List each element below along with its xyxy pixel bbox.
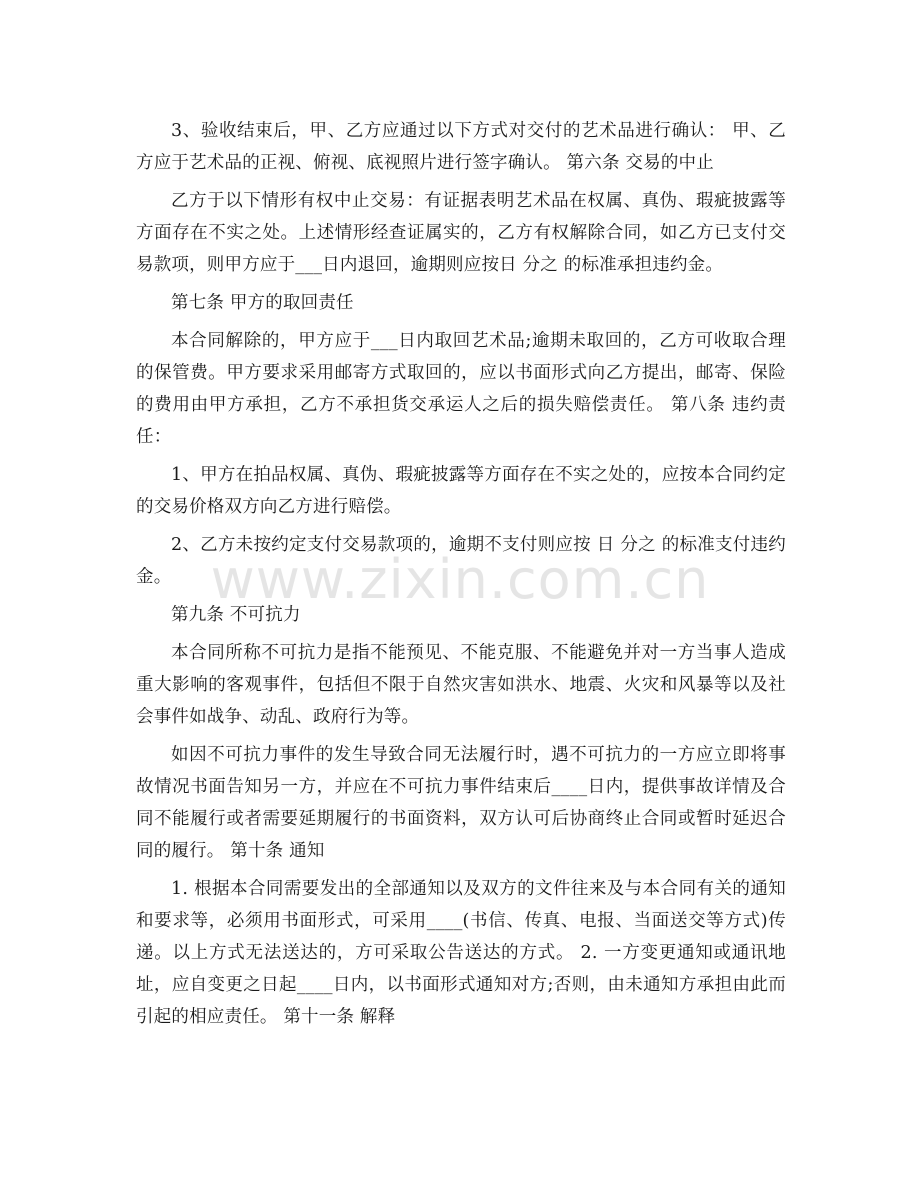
paragraph-notification: 1. 根据本合同需要发出的全部通知以及双方的文件往来及与本合同有关的通知和要求等，必须用书面形式，可采用____(书信、传真、电报、当面送交等方式)传递。以上方式无法送达的，方可采取公告送达的方式。 2. 一方变更通知或通讯地址，应自变更之日起____日内，以书面形式通知对方;否则，由未通知方承担由此而引起的相应责任。 第十一条 解释 [136,879,786,1027]
document-body [136,115,786,1039]
heading-article-7: 第七条 甲方的取回责任 [171,293,354,313]
paragraph-force-majeure-procedure: 如因不可抗力事件的发生导致合同无法履行时，遇不可抗力的一方应立即将事故情况书面告知另一方，并应在不可抗力事件结束后____日内，提供事故详情及合同不能履行或者需要延期履行的书面资料，双方认可后协商终止合同或暂时延迟合同的履行。 第十条 通知 [136,745,786,861]
paragraph-acceptance-confirmation: 3、验收结束后，甲、乙方应通过以下方式对交付的艺术品进行确认： 甲、乙方应于艺术品的正视、俯视、底视照片进行签字确认。 第六条 交易的中止 [136,121,786,173]
paragraph-suspension-conditions: 乙方于以下情形有权中止交易：有证据表明艺术品在权属、真伪、瑕疵披露等方面存在不实之处。上述情形经查证属实的，乙方有权解除合同，如乙方已支付交易款项，则甲方应于___日内退回，逾期则应按日 分之 的标准承担违约金。 [136,191,786,275]
paragraph-breach-party-a: 1、甲方在拍品权属、真伪、瑕疵披露等方面存在不实之处的，应按本合同约定的交易价格双方向乙方进行赔偿。 [136,465,786,517]
paragraph-breach-party-b: 2、乙方未按约定支付交易款项的，逾期不支付则应按 日 分之 的标准支付违约金。 [136,535,786,587]
paragraph-force-majeure-definition: 本合同所称不可抗力是指不能预见、不能克服、不能避免并对一方当事人造成重大影响的客观事件，包括但不限于自然灾害如洪水、地震、火灾和风暴等以及社会事件如战争、动乱、政府行为等。 [136,643,786,727]
heading-article-9: 第九条 不可抗力 [171,605,301,625]
paragraph-retrieval-duty: 本合同解除的，甲方应于___日内取回艺术品;逾期未取回的，乙方可收取合理的保管费。甲方要求采用邮寄方式取回的，应以书面形式向乙方提出，邮寄、保险的费用由甲方承担，乙方不承担货交承运人之后的损失赔偿责任。 第八条 违约责任： [136,331,786,447]
watermark: www.zixin.com.cn [210,548,710,611]
